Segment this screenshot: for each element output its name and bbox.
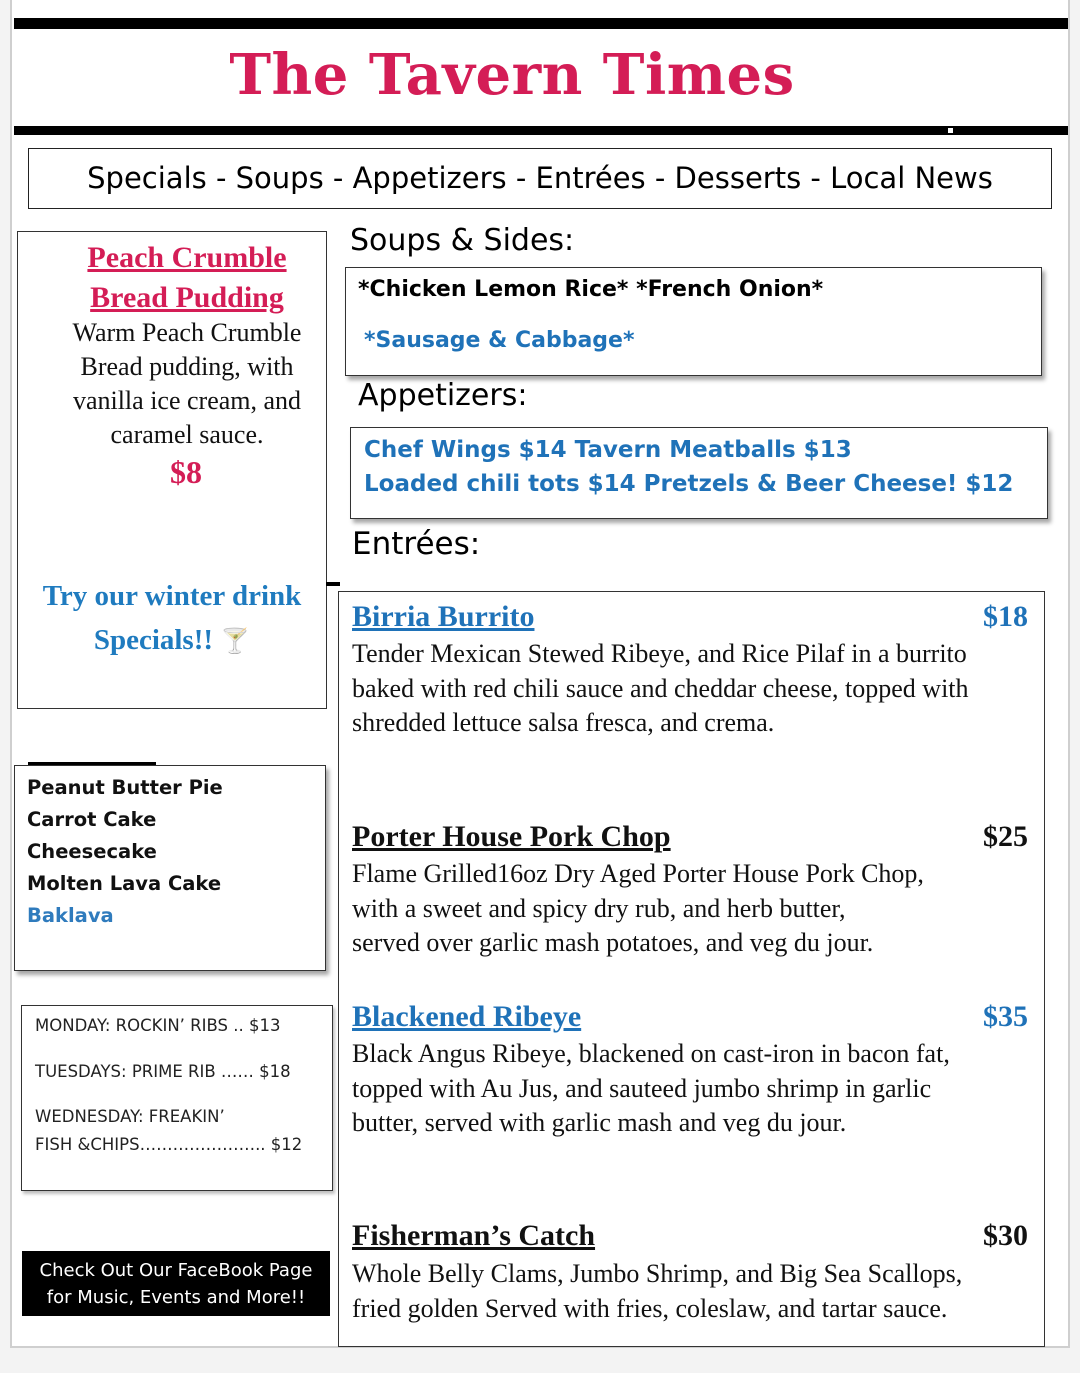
entree-desc-line: fried golden Served with fries, coleslaw, and tartar sauce.	[352, 1293, 948, 1323]
dessert-item: Carrot Cake	[27, 808, 157, 831]
special-title	[17, 238, 357, 318]
special-title-line1: Peach Crumble	[87, 241, 287, 274]
special-price: $8	[170, 454, 202, 490]
entree-price: $35	[983, 1000, 1028, 1033]
dessert-item: Molten Lava Cake	[27, 872, 222, 895]
divider-dash	[326, 582, 340, 586]
facebook-banner	[22, 1251, 330, 1316]
entree-price: $30	[983, 1219, 1028, 1252]
wednesday-special-line1: WEDNESDAY: FREAKIN’	[35, 1107, 225, 1126]
soups-line2: *Sausage & Cabbage*	[364, 328, 635, 353]
facebook-line2: for Music, Events and More!!	[46, 1287, 306, 1308]
entree-description	[352, 857, 1032, 961]
entree-desc-line: butter, served with garlic mash and veg du jour.	[352, 1108, 847, 1137]
entree-name: Blackened Ribeye	[352, 1000, 582, 1033]
entree-desc-line: Black Angus Ribeye, blackened on cast-iron in bacon fat,	[352, 1039, 950, 1068]
soups-heading: Soups & Sides:	[350, 223, 575, 258]
entree-desc-line: baked with red chili sauce and cheddar cheese, topped with	[352, 673, 969, 703]
wednesday-special-line2: FISH &CHIPS………………….. $12	[35, 1135, 303, 1154]
header-rule-bottom	[14, 126, 1068, 135]
entree-name: Porter House Pork Chop	[352, 820, 671, 853]
entree-desc-line: served over garlic mash potatoes, and veg du jour.	[352, 928, 874, 957]
entrees-heading: Entrées:	[352, 526, 481, 562]
entree-price: $18	[983, 600, 1028, 633]
tuesday-special: TUESDAYS: PRIME RIB …… $18	[35, 1062, 291, 1081]
appetizers-line2: Loaded chili tots $14 Pretzels & Beer Cheese! $12	[364, 471, 1014, 497]
entree-name: Birria Burrito	[352, 600, 535, 633]
appetizers-heading: Appetizers:	[358, 378, 528, 413]
entree-description	[352, 1037, 1032, 1141]
special-title-line2: Bread Pudding	[90, 281, 284, 314]
entree-price: $25	[983, 820, 1028, 853]
entree-description	[352, 1257, 1032, 1326]
entree-description	[352, 637, 1032, 741]
entree-desc-line: topped with Au Jus, and sauteed jumbo shrimp in garlic	[352, 1073, 932, 1103]
page-title: The Tavern Times	[229, 42, 795, 108]
winter-line1: Try our winter drink	[42, 580, 302, 612]
dessert-item: Cheesecake	[27, 840, 157, 863]
cocktail-icon: 🍸	[220, 629, 251, 655]
soups-line1: *Chicken Lemon Rice* *French Onion*	[358, 277, 824, 302]
entree-desc-line: Flame Grilled16oz Dry Aged Porter House Pork Chop,	[352, 859, 924, 888]
entree-desc-line: Whole Belly Clams, Jumbo Shrimp, and Big Sea Scallops,	[352, 1259, 963, 1288]
winter-drink-note	[17, 574, 327, 664]
entree-name: Fisherman’s Catch	[352, 1219, 596, 1252]
facebook-line1: Check Out Our FaceBook Page	[39, 1260, 313, 1281]
dessert-item: Peanut Butter Pie	[27, 776, 223, 799]
monday-special: MONDAY: ROCKIN’ RIBS .. $13	[35, 1016, 281, 1035]
appetizers-line1: Chef Wings $14 Tavern Meatballs $13	[364, 437, 852, 463]
entree-desc-line: with a sweet and spicy dry rub, and herb butter,	[352, 893, 846, 923]
winter-line2: Specials!!	[93, 624, 214, 656]
section-nav: Specials - Soups - Appetizers - Entrées - Desserts - Local News	[28, 148, 1052, 209]
rule-mark	[948, 128, 953, 133]
entree-desc-line: shredded lettuce salsa fresca, and crema.	[352, 708, 775, 737]
header-rule-top	[14, 18, 1068, 29]
dessert-item: Baklava	[27, 904, 114, 927]
special-description: Warm Peach Crumble Bread pudding, with vanilla ice cream, and caramel sauce.	[72, 318, 302, 449]
entree-desc-line: Tender Mexican Stewed Ribeye, and Rice Pilaf in a burrito	[352, 639, 967, 668]
